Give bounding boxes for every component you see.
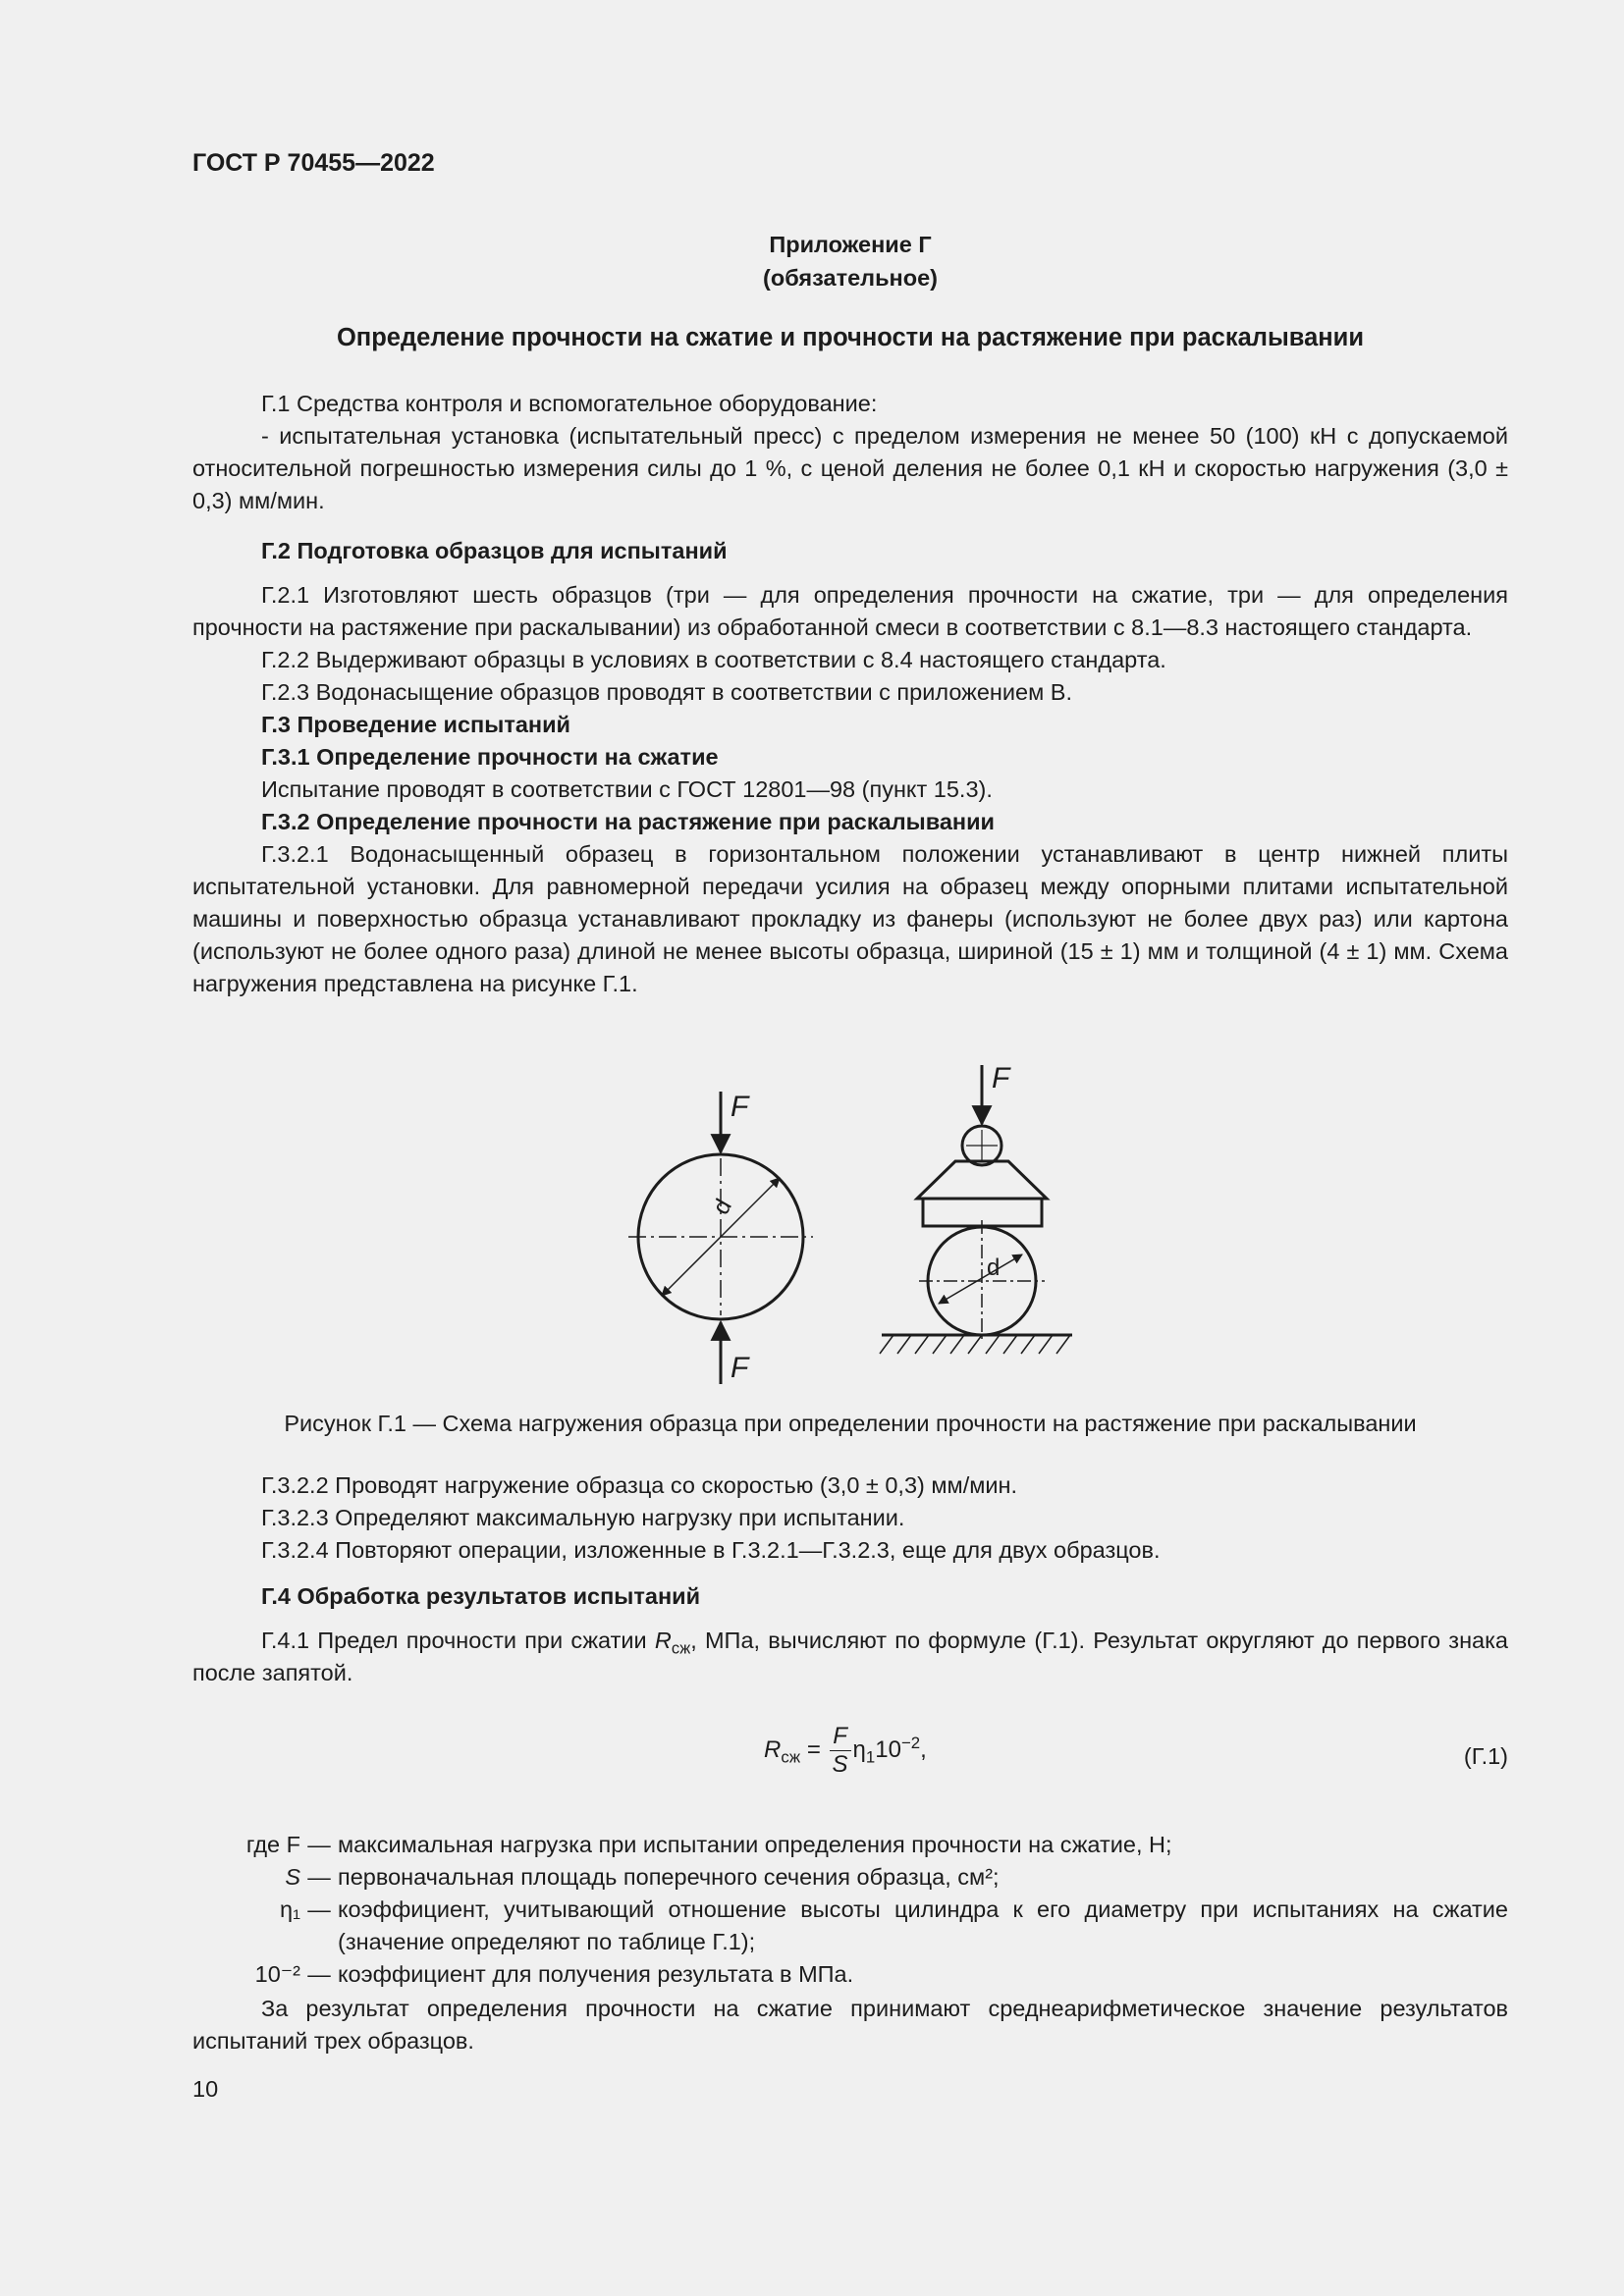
formula-eta-subscript: 1 xyxy=(865,1747,876,1767)
heading-g4: Г.4 Обработка результатов испытаний xyxy=(261,1583,701,1609)
loading-scheme-figure xyxy=(609,1055,1080,1389)
section-g32-cont xyxy=(192,1469,1508,1689)
paragraph-g324: Г.3.2.4 Повторяют операции, изложенные в Г.3.2.1—Г.3.2.3, еще для двух образцов. xyxy=(261,1537,1161,1563)
where-text: коэффициент, учитывающий отношение высоты цилиндра к его диаметру при испытаниях на сжатие (значение определяют по таблице Г.1); xyxy=(338,1896,1508,1954)
diameter-label-right: d xyxy=(987,1255,1001,1281)
diameter-label-left: d xyxy=(707,1194,737,1219)
force-label-right: F xyxy=(992,1062,1010,1095)
paragraph-g322: Г.3.2.2 Проводят нагружение образца со скоростью (3,0 ± 0,3) мм/мин. xyxy=(261,1472,1018,1498)
paragraph-g31: Испытание проводят в соответствии с ГОСТ 12801—98 (пункт 15.3). xyxy=(261,776,993,802)
formula-number: (Г.1) xyxy=(1463,1743,1508,1769)
where-dash: — xyxy=(307,1896,331,1922)
heading-g31: Г.3.1 Определение прочности на сжатие xyxy=(261,744,719,770)
appendix-subtitle: (обязательное) xyxy=(763,265,938,291)
where-list xyxy=(192,1829,1508,2057)
where-item xyxy=(192,1861,1508,1894)
appendix-title-block xyxy=(192,228,1508,294)
where-dash: — xyxy=(307,1961,331,1987)
where-dash: — xyxy=(307,1832,331,1857)
paragraph-g22: Г.2.2 Выдерживают образцы в условиях в соответствии с 8.4 настоящего стандарта. xyxy=(261,647,1166,672)
force-label-left-top: F xyxy=(731,1091,749,1123)
where-text: коэффициент для получения результата в МПа. xyxy=(338,1961,854,1987)
where-symbol: 10⁻² xyxy=(254,1961,300,1987)
formula-tail: , xyxy=(920,1735,927,1763)
paragraph-g23: Г.2.3 Водонасыщение образцов проводят в соответствии с приложением В. xyxy=(261,679,1072,705)
appendix-title: Приложение Г xyxy=(769,232,932,257)
appendix-heading: Определение прочности на сжатие и прочности на растяжение при раскалывании xyxy=(336,324,1365,351)
paragraph-g321: Г.3.2.1 Водонасыщенный образец в горизонтальном положении устанавливают в центр нижней плиты испытательной установки. Для равномерной передачи усилия на образец между опорными плитами испытательной машины и поверхностью образца устанавливают прокладку из фанеры (используют не более двух раз) или картона (используют не более одного раза) длиной не менее высоты образца, шириной (15 ± 1) мм и толщиной (4 ± 1) мм. Схема нагружения представлена на рисунке Г.1. xyxy=(192,841,1508,996)
where-dash: — xyxy=(307,1864,331,1890)
section-g1 xyxy=(192,388,1508,517)
paragraph-g21: Г.2.1 Изготовляют шесть образцов (три — для определения прочности на сжатие, три — для определения прочности на растяжение при раскалывании) из обработанной смеси в соответствии с 8.1—8.3 настоящего стандарта. xyxy=(192,582,1508,640)
formula-denominator: S xyxy=(832,1751,848,1778)
formula-eta: η xyxy=(852,1735,866,1763)
formula-g1 xyxy=(192,1723,1508,1791)
heading-g32: Г.3.2 Определение прочности на растяжение при раскалывании xyxy=(261,809,995,834)
left-specimen xyxy=(628,1092,813,1384)
formula-lhs-subscript: сж xyxy=(781,1747,801,1767)
paragraph-g41-part1: Г.4.1 Предел прочности при сжатии xyxy=(261,1628,655,1653)
formula-base: 10 xyxy=(875,1735,901,1763)
formula-numerator: F xyxy=(830,1723,851,1751)
section-g2 xyxy=(192,535,1508,1000)
paragraph-g1: Г.1 Средства контроля и вспомогательное оборудование: xyxy=(261,391,878,416)
where-text: первоначальная площадь поперечного сечения образца, см²; xyxy=(338,1864,1000,1890)
formula-expression: $R_{сж}$ = $\frac{F}{S}$ $\eta_110^{-2}$, xyxy=(764,1723,927,1778)
where-symbol: где F xyxy=(245,1832,300,1857)
where-item xyxy=(192,1829,1508,1861)
symbol-r-subscript: сж xyxy=(671,1639,691,1658)
where-item xyxy=(192,1894,1508,1958)
right-specimen-with-press xyxy=(880,1065,1072,1354)
paragraph-g41 xyxy=(192,1625,1508,1689)
figure-caption: Рисунок Г.1 — Схема нагружения образца при определении прочности на растяжение при раскалывании xyxy=(284,1411,1417,1436)
where-text: максимальная нагрузка при испытании определения прочности на сжатие, Н; xyxy=(338,1832,1172,1857)
paragraph-final: За результат определения прочности на сжатие принимают среднеарифметическое значение результатов испытаний трех образцов. xyxy=(192,1996,1508,2054)
symbol-r: R xyxy=(654,1628,672,1653)
where-symbol: S xyxy=(285,1864,300,1890)
page-number: 10 xyxy=(192,2076,219,2102)
paragraph-g1-item: - испытательная установка (испытательный пресс) с пределом измерения не менее 50 (100) кН с допускаемой относительной погрешностью измерения силы до 1 %, с ценой деления не более 0,1 кН и скоростью нагружения (3,0 ± 0,3) мм/мин. xyxy=(192,423,1508,513)
document-header: ГОСТ Р 70455—2022 xyxy=(192,149,435,177)
paragraph-g323: Г.3.2.3 Определяют максимальную нагрузку при испытании. xyxy=(261,1505,905,1530)
where-item xyxy=(192,1958,1508,1991)
formula-lhs: R xyxy=(764,1735,782,1763)
heading-g2: Г.2 Подготовка образцов для испытаний xyxy=(261,538,728,563)
heading-g3: Г.3 Проведение испытаний xyxy=(261,712,570,737)
force-label-left-bottom: F xyxy=(731,1352,749,1384)
formula-exponent: −2 xyxy=(900,1733,921,1752)
paragraph-g41-part2: , МПа, вычисляют по формуле (Г.1). Результат округляют до первого знака после запятой. xyxy=(192,1628,1508,1685)
formula-fraction xyxy=(830,1723,851,1779)
where-symbol: η₁ xyxy=(280,1896,300,1922)
